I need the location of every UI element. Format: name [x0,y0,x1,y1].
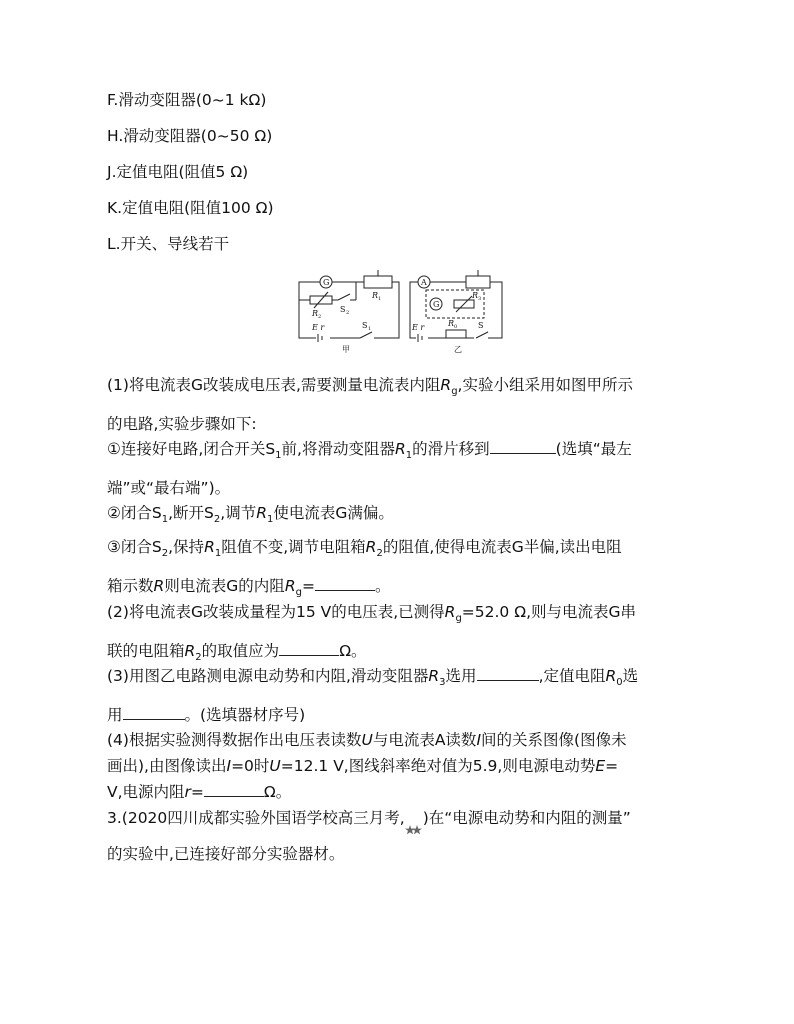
step-1-line2: 端”或“最右端”)。 [107,479,231,498]
answer-blank-q2[interactable] [279,641,339,656]
question-2-line2: 联的电阻箱$R_2$的取值应为 Ω。 [107,642,367,664]
step-2: ②闭合$S_1$,断开$S_2$,调节$R_1$使电流表G满偏。 [107,504,394,526]
label-er-left: E r [312,323,325,332]
label-r3-sub: 3 [478,296,482,302]
question-1 [107,369,692,440]
step-3-line2: 箱示数R则电流表G的内阻$R_g=$ 。 [107,577,391,599]
option-k: K.定值电阻(阻值100 Ω) [107,199,274,217]
label-r1-sub: 1 [378,296,382,302]
problem-3-line2: 的实验中,已连接好部分实验器材。 [107,845,345,863]
label-s1-sub: 1 [368,326,372,332]
answer-blank-step1[interactable] [490,439,556,454]
answer-blank-q3-r3[interactable] [477,666,539,681]
question-2-line1: (2)将电流表G改装成量程为15 V的电压表,已测得$R_g=52.0$ Ω,则与电流表G串 [107,603,637,625]
question-4-line1: (4)根据实验测得数据作出电压表读数U与电流表A读数I间的关系图像(图像未 [107,731,627,749]
question-4 [107,724,692,808]
circuit-figure [296,270,508,356]
rheostat-r1-icon [364,276,392,288]
question-3-line1: (3)用图乙电路测电源电动势和内阻,滑动变阻器$R_3$选用 ,定值电阻$R_0$选 [107,667,639,689]
circuit-diagrams [296,270,508,356]
answer-blank-q4-r[interactable] [204,782,264,797]
label-a: A [421,278,427,287]
label-r1: R [372,291,379,300]
question-3 [107,660,692,731]
option-l: L.开关、导线若干 [107,235,230,253]
label-r0-sub: 0 [454,324,458,330]
question-1-line2: 的电路,实验步骤如下: [107,415,257,434]
label-s2-sub: 2 [346,310,350,316]
label-r0: R [448,319,455,328]
step-1-line1: ①连接好电路,闭合开关$S_1$前,将滑动变阻器$R_1$的滑片移到 (选填“最左 [107,440,632,462]
fixed-resistor-r0-icon [446,330,466,338]
rheostat-r3-icon [466,276,490,288]
label-r3: R [472,291,479,300]
problem-3-line1: 3.(2020四川成都实验外国语学校高三月考, )在“电源电动势和内阻的测量” [107,800,692,836]
question-4-line3: V,电源内阻r= Ω。 [107,783,292,801]
label-r2: R [312,309,319,318]
label-s2: S [340,305,346,314]
step-1 [107,433,692,504]
caption-left: 甲 [342,345,350,354]
label-r2-sub: 2 [318,314,322,320]
option-f: F.滑动变阻器(0~1 kΩ) [107,91,267,109]
option-j: J.定值电阻(阻值5 Ω) [107,163,249,181]
question-4-line2: 画出),由图像读出I=0时U=12.1 V,图线斜率绝对值为5.9,则电源电动势E= [107,757,619,775]
label-g-left: G [323,278,330,287]
question-3-line2: 用 。(选填器材序号) [107,706,306,725]
answer-blank-step3[interactable] [315,576,375,591]
label-er-right: E r [412,323,425,332]
problem-3 [107,800,692,872]
step-3-line1: ③闭合$S_2$,保持$R_1$阻值不变,调节电阻箱$R_2$的阻值,使得电流表G半偏,读出电阻 [107,538,622,560]
difficulty-stars-icon [405,813,423,825]
caption-right: 乙 [454,345,462,354]
label-s: S [478,321,484,330]
question-1-line1: (1)将电流表G改装成电压表,需要测量电流表内阻$R_g$,实验小组采用如图甲所示 [107,376,633,398]
option-h: H.滑动变阻器(0~50 Ω) [107,127,273,145]
label-s1: S [362,321,368,330]
answer-blank-q3-r0[interactable] [123,705,185,720]
label-g-right: G [433,300,440,309]
